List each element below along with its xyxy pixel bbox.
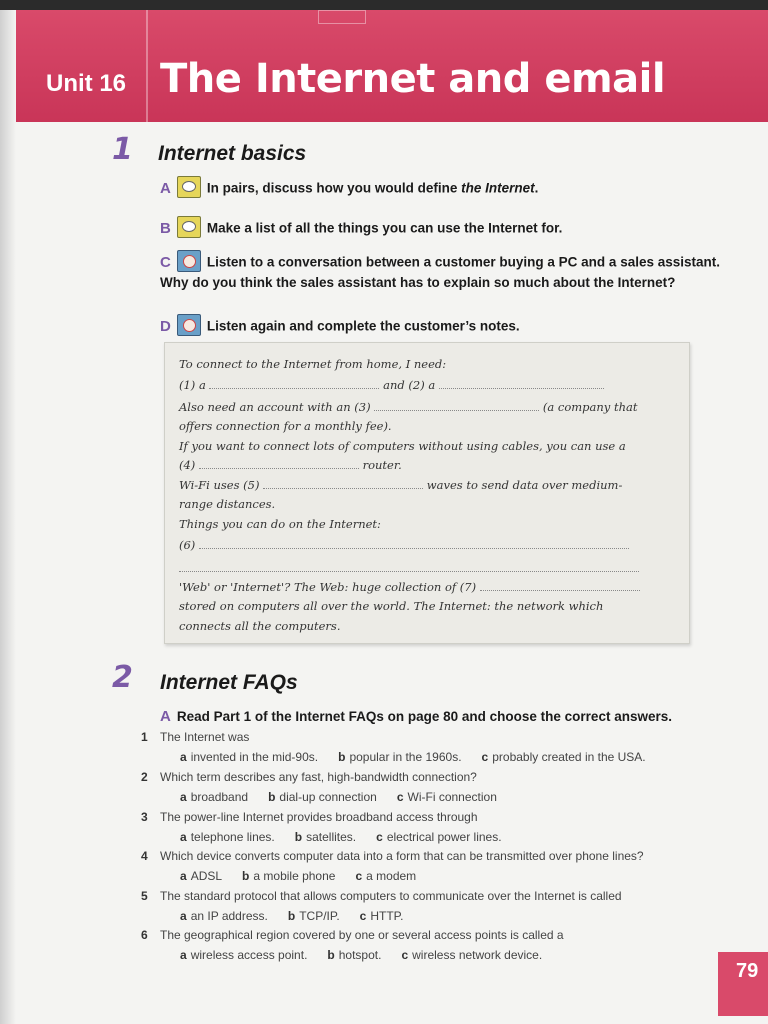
option-text[interactable]: HTTP.	[370, 909, 404, 923]
note-line: Also need an account with an (3) (a company that	[179, 400, 638, 414]
option-letter[interactable]: c	[396, 790, 404, 804]
option-letter[interactable]: b	[338, 750, 346, 764]
banner-background-tab	[318, 10, 366, 24]
answer-options	[180, 869, 740, 884]
option-letter[interactable]: c	[481, 750, 489, 764]
task-text: Listen to a conversation between a customer buying a PC and a sales assistant. Why do you think the sales assistant has to explain so much about the Internet?	[160, 254, 721, 290]
question-item	[141, 770, 740, 805]
task-letter: D	[160, 317, 171, 335]
section-title-2: Internet FAQs	[160, 671, 298, 694]
question-item	[141, 849, 740, 884]
option-text[interactable]: a mobile phone	[253, 869, 336, 883]
task-letter: A	[160, 708, 171, 725]
note-line: range distances.	[179, 497, 276, 511]
task-letter: C	[160, 253, 171, 271]
option-text[interactable]: popular in the 1960s.	[349, 750, 462, 764]
option-letter[interactable]: c	[401, 948, 409, 962]
section-number-2: 2	[112, 660, 133, 695]
task-1c	[160, 252, 720, 291]
option-text[interactable]: satellites.	[306, 830, 357, 844]
question-text: Which device converts computer data into a form that can be transmitted over phone lines?	[160, 849, 644, 863]
note-line: (6)	[179, 538, 629, 552]
answer-options	[180, 830, 740, 845]
task-text: Make a list of all the things you can use the Internet for.	[206, 220, 563, 236]
option-letter[interactable]: b	[294, 830, 303, 844]
note-line: If you want to connect lots of computers without using cables, you can use a	[179, 439, 626, 453]
question-item	[141, 928, 740, 963]
task-text: In pairs, discuss how you would define	[206, 180, 462, 196]
note-line: (1) a and (2) a	[179, 378, 604, 392]
gap-5[interactable]	[263, 479, 423, 489]
answer-options	[180, 948, 740, 963]
question-item	[141, 810, 740, 845]
note-line: connects all the computers.	[179, 619, 341, 633]
option-letter[interactable]: a	[180, 790, 187, 804]
option-text[interactable]: electrical power lines.	[386, 830, 502, 844]
note-line: (4) router.	[179, 458, 402, 472]
customer-notes	[164, 342, 690, 644]
task-letter: B	[160, 219, 171, 237]
option-text[interactable]: probably created in the USA.	[492, 750, 646, 764]
note-line: To connect to the Internet from home, I need:	[179, 357, 447, 371]
option-text[interactable]: a modem	[366, 869, 417, 883]
question-text: The geographical region covered by one or several access points is called a	[160, 928, 564, 942]
note-line	[179, 561, 639, 575]
speech-bubble-icon	[177, 216, 201, 238]
section-title-1: Internet basics	[158, 142, 307, 165]
audio-cd-icon	[177, 250, 201, 272]
option-text[interactable]: wireless network device.	[412, 948, 543, 962]
option-text[interactable]: Wi-Fi connection	[407, 790, 497, 804]
gap-6-continued[interactable]	[179, 562, 639, 572]
note-line: stored on computers all over the world. The Internet: the network which	[179, 599, 604, 613]
note-line: Wi-Fi uses (5) waves to send data over medium-	[179, 478, 623, 492]
section-number-1: 1	[112, 132, 133, 167]
unit-banner	[16, 10, 768, 122]
option-letter[interactable]: a	[180, 869, 187, 883]
option-letter[interactable]: b	[268, 790, 276, 804]
page-gutter	[0, 0, 16, 1024]
page-title: The Internet and email	[160, 56, 666, 102]
task-text-end: .	[534, 180, 539, 196]
gap-1[interactable]	[209, 379, 379, 389]
unit-label: Unit 16	[46, 70, 127, 97]
option-text[interactable]: dial-up connection	[279, 790, 377, 804]
gap-3[interactable]	[374, 401, 539, 411]
question-text: The Internet was	[160, 730, 250, 744]
note-line: Things you can do on the Internet:	[179, 517, 381, 531]
option-letter[interactable]: a	[180, 948, 187, 962]
question-number: 5	[141, 889, 148, 903]
option-letter[interactable]: a	[180, 750, 187, 764]
option-text[interactable]: an IP address.	[190, 909, 268, 923]
question-number: 4	[141, 849, 148, 863]
task-1d	[160, 316, 720, 338]
option-text[interactable]: hotspot.	[338, 948, 382, 962]
top-edge	[0, 0, 768, 10]
question-text: Which term describes any fast, high-bandwidth connection?	[160, 770, 477, 784]
question-text: The standard protocol that allows computers to communicate over the Internet is called	[160, 889, 622, 903]
option-letter[interactable]: b	[287, 909, 296, 923]
option-letter[interactable]: a	[180, 909, 187, 923]
question-item	[141, 889, 740, 924]
audio-cd-icon	[177, 314, 201, 336]
option-text[interactable]: telephone lines.	[190, 830, 275, 844]
gap-2[interactable]	[439, 379, 604, 389]
option-letter[interactable]: a	[180, 830, 187, 844]
gap-4[interactable]	[199, 459, 359, 469]
question-text: The power-line Internet provides broadband access through	[160, 810, 478, 824]
option-text[interactable]: wireless access point.	[190, 948, 308, 962]
answer-options	[180, 750, 740, 765]
answer-options	[180, 909, 740, 924]
note-line: 'Web' or 'Internet'? The Web: huge collection of (7)	[179, 580, 640, 594]
gap-6[interactable]	[199, 539, 629, 549]
task-1b	[160, 218, 720, 240]
task-text: Read Part 1 of the Internet FAQs on page 80 and choose the correct answers.	[176, 709, 672, 724]
question-number: 1	[141, 730, 148, 744]
task-text-emphasis: the Internet	[461, 180, 535, 196]
option-letter[interactable]: b	[242, 869, 250, 883]
task-1a	[160, 178, 720, 200]
page-number: 79	[718, 952, 768, 1016]
option-text[interactable]: ADSL	[190, 869, 223, 883]
option-text[interactable]: TCP/IP.	[299, 909, 340, 923]
speech-bubble-icon	[177, 176, 201, 198]
gap-7[interactable]	[480, 581, 640, 591]
banner-divider	[146, 10, 148, 122]
question-number: 3	[141, 810, 148, 824]
note-line: offers connection for a monthly fee).	[179, 419, 392, 433]
question-number: 2	[141, 770, 148, 784]
option-letter[interactable]: c	[355, 869, 363, 883]
option-letter[interactable]: b	[327, 948, 335, 962]
answer-options	[180, 790, 740, 805]
option-letter[interactable]: c	[376, 830, 383, 844]
option-letter[interactable]: c	[359, 909, 367, 923]
question-number: 6	[141, 928, 148, 942]
option-text[interactable]: invented in the mid-90s.	[190, 750, 319, 764]
task-letter: A	[160, 179, 171, 197]
question-item	[141, 730, 740, 765]
task-2a	[160, 708, 720, 725]
task-text: Listen again and complete the customer’s notes.	[206, 318, 520, 334]
option-text[interactable]: broadband	[190, 790, 249, 804]
